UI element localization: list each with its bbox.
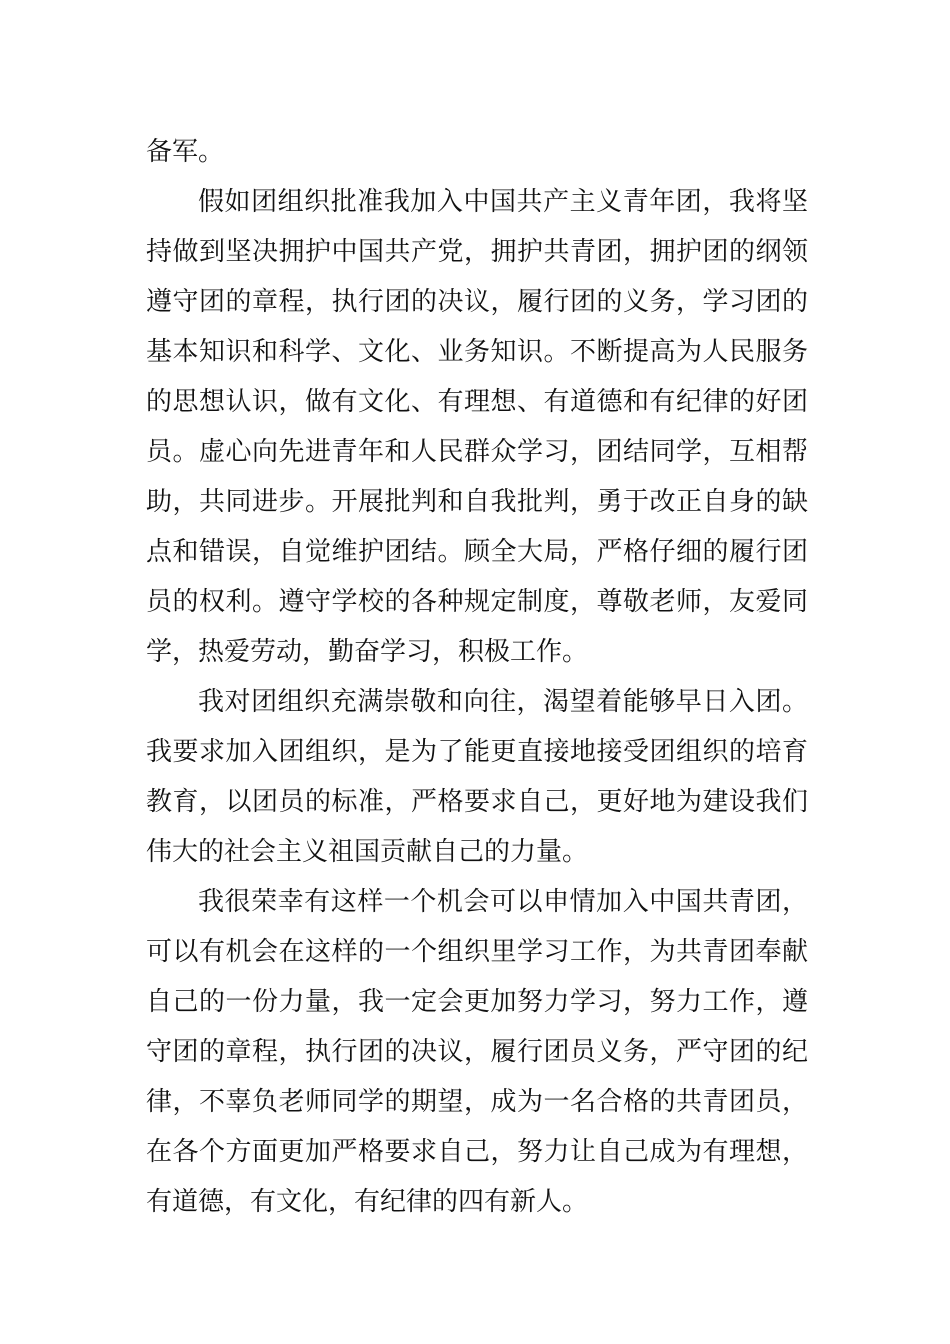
paragraph-aspiration: 我对团组织充满崇敬和向往，渴望着能够早日入团。我要求加入团组织，是为了能更直接地接受团组织的培育教育，以团员的标准，严格要求自己，更好地为建设我们伟大的社会主义祖国贡献自己的力量。	[146, 687, 808, 867]
paragraph-continuation: 备军。	[146, 137, 225, 167]
paragraph-commitment: 我很荣幸有这样一个机会可以申情加入中国共青团，可以有机会在这样的一个组织里学习工作，为共青团奉献自己的一份力量，我一定会更加努力学习，努力工作，遵守团的章程，执行团的决议，履行团员义务，严守团的纪律，不辜负老师同学的期望，成为一名合格的共青团员，在各个方面更加严格要求自己，努力让自己成为有理想，有道德，有文化，有纪律的四有新人。	[146, 887, 808, 1217]
document-body	[146, 127, 808, 1227]
paragraph-pledge: 假如团组织批准我加入中国共产主义青年团，我将坚持做到坚决拥护中国共产党，拥护共青团，拥护团的纲领遵守团的章程，执行团的决议，履行团的义务，学习团的基本知识和科学、文化、业务知识。不断提高为人民服务的思想认识，做有文化、有理想、有道德和有纪律的好团员。虚心向先进青年和人民群众学习，团结同学，互相帮助，共同进步。开展批判和自我批判，勇于改正自身的缺点和错误，自觉维护团结。顾全大局，严格仔细的履行团员的权利。遵守学校的各种规定制度，尊敬老师，友爱同学，热爱劳动，勤奋学习，积极工作。	[146, 187, 808, 667]
